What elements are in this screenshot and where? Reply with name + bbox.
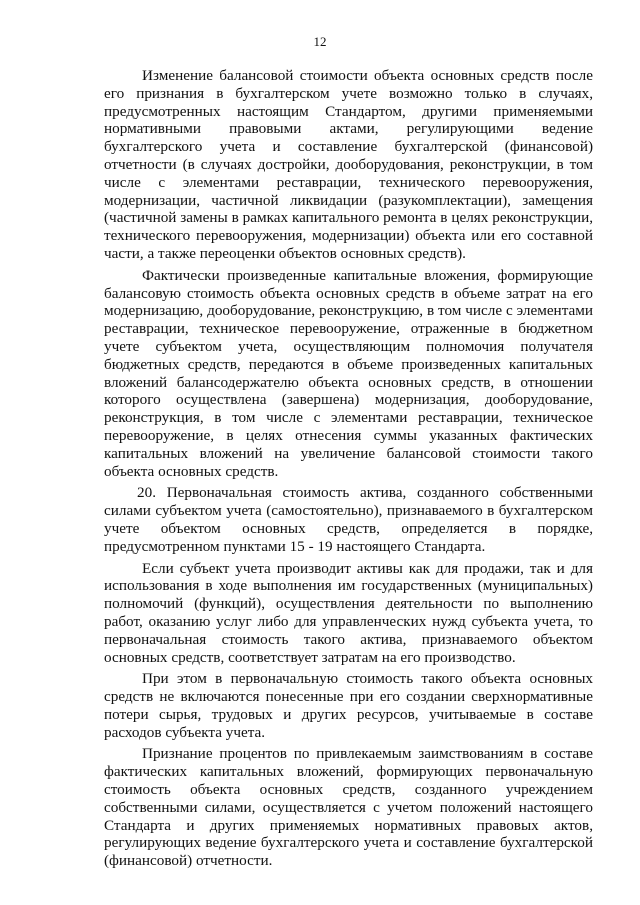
- document-body: [104, 67, 593, 874]
- paragraph-clause-20: 20. Первоначальная стоимость актива, созданного собственными силами субъектом учета (самостоятельно), признаваемого в бухгалтерском учете объектом основных средств, определяется в порядке, предусмотренном пунктами 15 - 19 настоящего Стандарта.: [104, 484, 593, 555]
- page-number: 12: [313, 34, 327, 49]
- paragraph-interest-recognition: Признание процентов по привлекаемым заимствованиям в составе фактических капитальных вложений, формирующих первоначальную стоимость объекта основных средств, созданного учреждением собственными силами, осуществляется с учетом положений настоящего Стандарта и других применяемых нормативных правовых актов, регулирующих ведение бухгалтерского учета и составление бухгалтерской (финансовой) отчетности.: [104, 745, 593, 870]
- paragraph-excluded-losses: При этом в первоначальную стоимость такого объекта основных средств не включаются понесенные при его создании сверхнормативные потери сырья, трудовых и других ресурсов, учитываемые в составе расходов субъекта учета.: [104, 670, 593, 741]
- paragraph-capital-investments: Фактически произведенные капитальные вложения, формирующие балансовую стоимость объекта основных средств в объеме затрат на его модернизацию, дооборудование, реконструкцию, в том числе с элементами реставрации, техническое перевооружение, отраженные в бюджетном учете субъектом учета, осуществляющим полномочия получателя бюджетных средств, передаются в объеме произведенных капитальных вложений балансодержателю объекта основных средств, в отношении которого осуществлена (завершена) модернизация, дооборудование, реконструкция, в том числе с элементами реставрации, техническое перевооружение, в целях отнесения суммы указанных фактических капитальных вложений на увеличение балансовой стоимости такого объекта основных средств.: [104, 266, 593, 480]
- paragraph-assets-for-sale-and-use: Если субъект учета производит активы как для продажи, так и для использования в ходе выполнения им государственных (муниципальных) полномочий (функций), осуществления деятельности по выполнению работ, оказанию услуг либо для управленческих нужд субъекта учета, то первоначальная стоимость такого актива, признаваемого объектом основных средств, соответствует затратам на его производство.: [104, 559, 593, 666]
- paragraph-balance-value-change: Изменение балансовой стоимости объекта основных средств после его признания в бухгалтерском учете возможно только в случаях, предусмотренных настоящим Стандартом, другими применяемыми нормативными правовыми актами, регулирующими ведение бухгалтерского учета и составление бухгалтерской (финансовой) отчетности (в случаях достройки, дооборудования, реконструкции, в том числе с элементами реставрации, технического перевооружения, модернизации, частичной ликвидации (разукомплектации), замещения (частичной замены в рамках капитального ремонта в целях реконструкции, технического перевооружения, модернизации) объекта или его составной части, а также переоценки объектов основных средств).: [104, 67, 593, 262]
